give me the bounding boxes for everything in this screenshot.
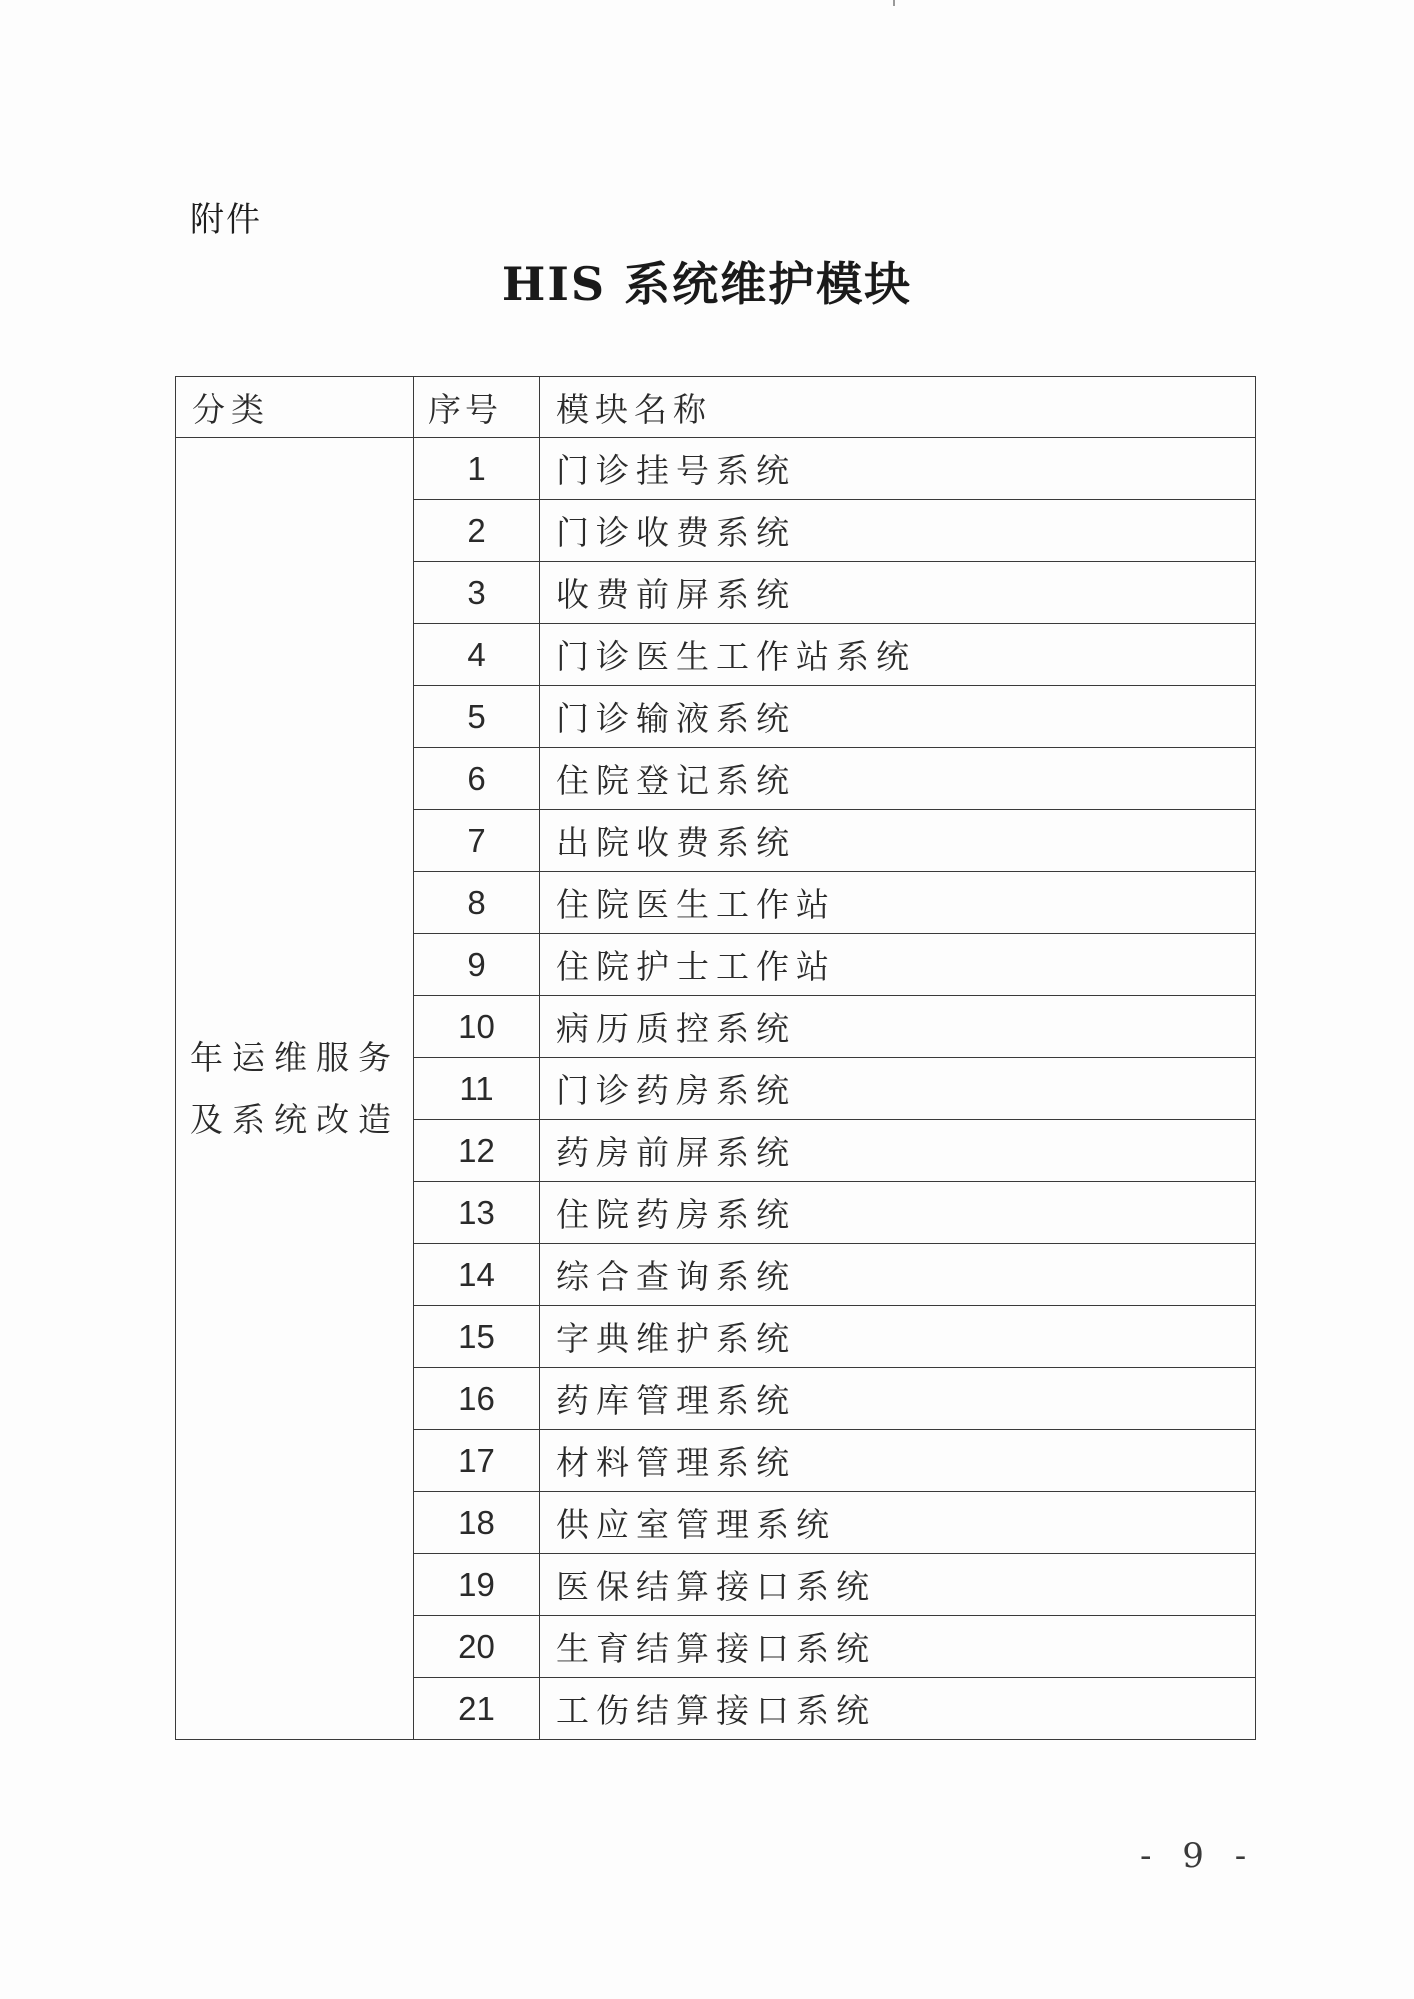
row-number: 8 — [414, 872, 540, 934]
row-number: 16 — [414, 1368, 540, 1430]
module-name: 医保结算接口系统 — [540, 1554, 1256, 1616]
row-number: 3 — [414, 562, 540, 624]
row-number: 11 — [414, 1058, 540, 1120]
category-cell: 年运维服务及系统改造 — [176, 438, 414, 1740]
module-name: 生育结算接口系统 — [540, 1616, 1256, 1678]
page-number: - 9 - — [1140, 1836, 1257, 1876]
attachment-label: 附件 — [190, 200, 262, 240]
scan-artifact — [893, 0, 895, 6]
row-number: 17 — [414, 1430, 540, 1492]
module-name: 药房前屏系统 — [540, 1120, 1256, 1182]
row-number: 7 — [414, 810, 540, 872]
row-number: 1 — [414, 438, 540, 500]
module-name: 字典维护系统 — [540, 1306, 1256, 1368]
header-number: 序号 — [414, 377, 540, 438]
table-header-row — [176, 377, 1256, 438]
module-name: 门诊挂号系统 — [540, 438, 1256, 500]
module-name: 工伤结算接口系统 — [540, 1678, 1256, 1740]
row-number: 12 — [414, 1120, 540, 1182]
row-number: 6 — [414, 748, 540, 810]
row-number: 14 — [414, 1244, 540, 1306]
module-name: 门诊收费系统 — [540, 500, 1256, 562]
row-number: 10 — [414, 996, 540, 1058]
row-number: 19 — [414, 1554, 540, 1616]
header-module-name: 模块名称 — [540, 377, 1256, 438]
module-name: 供应室管理系统 — [540, 1492, 1256, 1554]
module-name: 住院护士工作站 — [540, 934, 1256, 996]
header-category: 分类 — [176, 377, 414, 438]
module-name: 门诊输液系统 — [540, 686, 1256, 748]
module-name: 收费前屏系统 — [540, 562, 1256, 624]
table-row — [176, 438, 1256, 500]
module-name: 门诊医生工作站系统 — [540, 624, 1256, 686]
row-number: 20 — [414, 1616, 540, 1678]
row-number: 15 — [414, 1306, 540, 1368]
row-number: 9 — [414, 934, 540, 996]
module-name: 出院收费系统 — [540, 810, 1256, 872]
row-number: 21 — [414, 1678, 540, 1740]
row-number: 5 — [414, 686, 540, 748]
module-name: 住院医生工作站 — [540, 872, 1256, 934]
module-name: 门诊药房系统 — [540, 1058, 1256, 1120]
module-table — [175, 376, 1256, 1740]
row-number: 4 — [414, 624, 540, 686]
row-number: 2 — [414, 500, 540, 562]
module-name: 材料管理系统 — [540, 1430, 1256, 1492]
module-name: 药库管理系统 — [540, 1368, 1256, 1430]
document-title: HIS 系统维护模块 — [501, 257, 913, 311]
module-name: 住院药房系统 — [540, 1182, 1256, 1244]
module-name: 综合查询系统 — [540, 1244, 1256, 1306]
row-number: 18 — [414, 1492, 540, 1554]
row-number: 13 — [414, 1182, 540, 1244]
module-name: 住院登记系统 — [540, 748, 1256, 810]
module-name: 病历质控系统 — [540, 996, 1256, 1058]
